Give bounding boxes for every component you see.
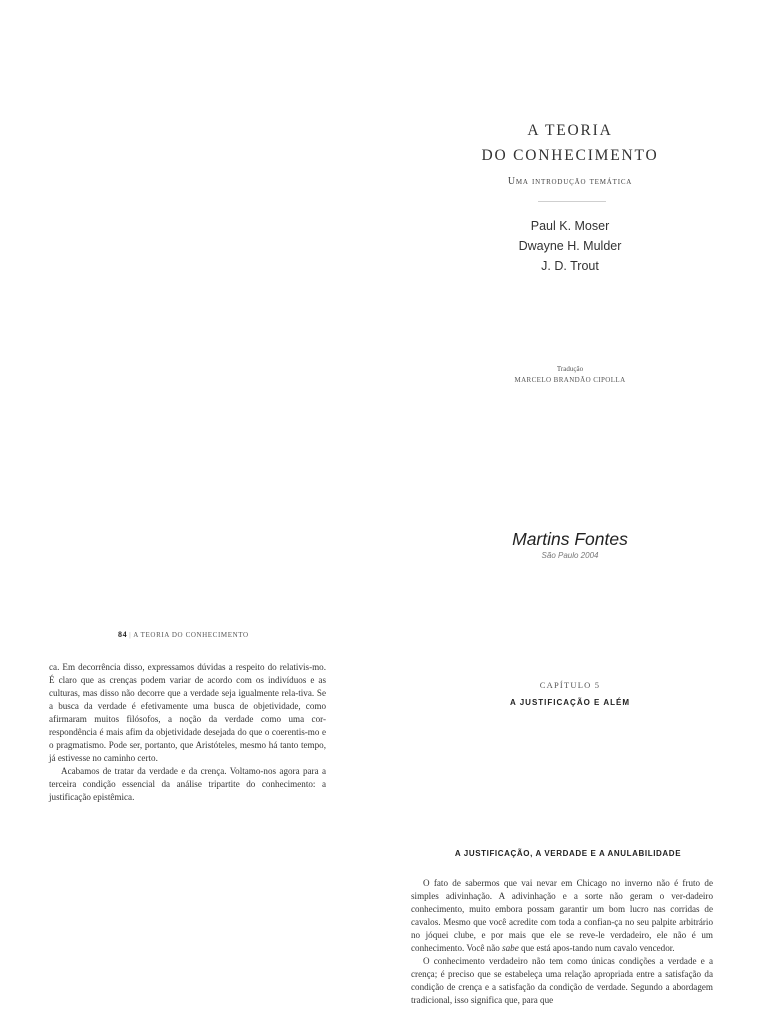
- book-subtitle: Uma introdução temática: [507, 176, 633, 187]
- chapter-title: A JUSTIFICAÇÃO E ALÉM: [510, 698, 630, 707]
- chapter-body: [411, 877, 713, 1007]
- book-title-line1: A TEORIA: [527, 122, 613, 139]
- publisher-name: Martins Fontes: [512, 529, 628, 549]
- translation-label: Tradução: [556, 365, 584, 373]
- left-paragraph-2: Acabamos de tratar da verdade e da crença. Voltamo-nos agora para a terceira condição essencial da análise tripartite do conhecimento: a justificação epistêmica.: [49, 766, 326, 802]
- running-header-text: A TEORIA DO CONHECIMENTO: [133, 631, 249, 639]
- author-3: J. D. Trout: [541, 259, 599, 273]
- chapter-paragraph-1-text: O fato de sabermos que vai nevar em Chicago no inverno não é fruto de simples adivinhação. A adivinhação e a sorte não geram o ver-dadeiro conhecimento, muito embora possam garantir um bom lucro nas corridas de cavalos. Mesmo que você acredite com toda a confian-ça no seu palpite arbitrário no jóquei clube, e por mais que ele se reve-le verdadeiro, ele não é um conhecimento. Você não: [411, 878, 713, 953]
- section-title: A JUSTIFICAÇÃO, A VERDADE E A ANULABILIDADE: [454, 849, 682, 858]
- author-1: Paul K. Moser: [530, 219, 610, 233]
- emphasis-sabe: sabe: [502, 943, 519, 953]
- author-2: Dwayne H. Mulder: [518, 239, 622, 253]
- left-paragraph-1: ca. Em decorrência disso, expressamos dúvidas a respeito do relativis-mo. É claro que as crenças podem variar de acordo com os indivíduos e as culturas, mas disso não decorre que a verdade seja igualmente rela-tiva. Se a busca da verdade é efetivamente uma busca de objetividade, como afirmaram muitos filósofos, a noção da verdade como uma cor-respondência é mais afim da objetividade desejada do que o coerentis-mo e o pragmatismo. Pode ser, portanto, que Aristóteles, mesmo há tanto tempo, já estivesse no caminho certo.: [49, 662, 326, 763]
- publisher-place-year: São Paulo 2004: [541, 551, 599, 560]
- translator-name: MARCELO BRANDÃO CIPOLLA: [514, 376, 626, 384]
- left-page-body: [49, 661, 326, 804]
- title-divider: [538, 201, 606, 202]
- chapter-paragraph-2: O conhecimento verdadeiro não tem como únicas condições a verdade e a crença; é preciso que se estabeleça uma relação apropriada entre a satisfação da condição de crença e a satisfação da condição de verdade. Segundo a abordagem tradicional, isso significa que, para que: [411, 956, 713, 1005]
- running-header: 84 | A TEORIA DO CONHECIMENTO: [118, 630, 249, 639]
- book-title-line2: DO CONHECIMENTO: [481, 147, 659, 164]
- chapter-label: CAPÍTULO 5: [539, 680, 601, 690]
- chapter-paragraph-1-end: que está apos-tando num cavalo vencedor.: [518, 943, 675, 953]
- chapter-paragraph-1: [411, 877, 713, 955]
- page-number: 84: [118, 630, 128, 639]
